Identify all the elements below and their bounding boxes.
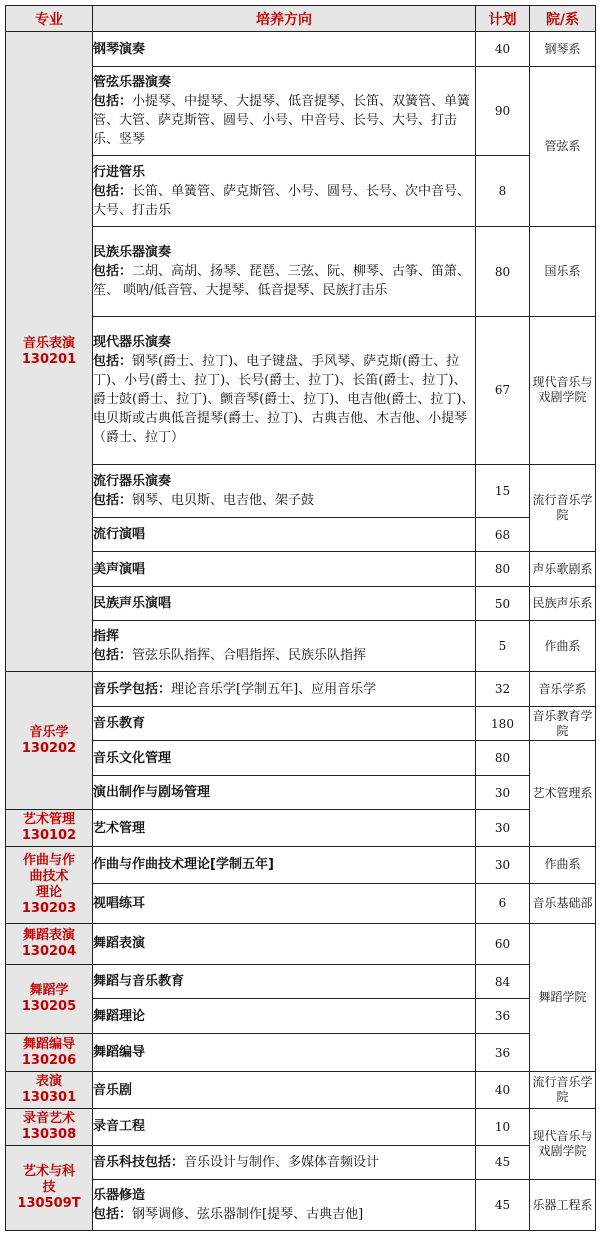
direction-name: 作曲与作曲技术理论[学制五年] [93,857,274,873]
plan-cell: 45 [476,1180,530,1231]
major-name: 录音艺术 [22,1110,75,1126]
includes-text: 小提琴、中提琴、大提琴、低音提琴、长笛、双簧管、单簧管、大管、萨克斯管、圆号、小号、中音号、长号、大号、打击乐、竖琴 [93,94,471,148]
direction-name: 美声演唱 [93,561,146,577]
header-row [6,6,596,32]
plan-cell: 15 [476,465,530,518]
includes-label: 包括： [93,648,133,664]
header-dept: 院/系 [530,6,596,32]
major-code: 130206 [21,1052,77,1068]
major-cell [6,846,93,923]
plan-cell: 10 [476,1108,530,1145]
table-row [6,1145,596,1180]
plan-cell: 68 [476,517,530,552]
direction-cell [93,621,476,672]
direction-includes [93,646,475,665]
direction-cell [93,465,476,518]
plan-cell: 6 [476,883,530,924]
direction-cell [93,964,476,999]
table-row [6,32,596,67]
major-cell [6,964,93,1033]
direction-cell [93,1108,476,1145]
major-cell [6,1033,93,1072]
table-row [6,924,596,965]
plan-cell: 40 [476,32,530,67]
dept-cell: 国乐系 [530,227,596,316]
major-name: 艺术管理 [22,812,75,828]
direction-name: 舞蹈表演 [93,936,146,952]
plan-cell: 45 [476,1145,530,1180]
plan-cell: 36 [476,1033,530,1072]
table-row [6,1072,596,1109]
direction-cell [93,775,476,810]
major-name-line2: 技 [42,1179,56,1195]
direction-name: 指挥 [93,629,120,645]
direction-includes [93,92,475,149]
dept-cell: 钢琴系 [530,32,596,67]
dept-cell: 声乐歌剧系 [530,552,596,587]
plan-cell: 84 [476,964,530,999]
dept-cell: 音乐教育学院 [530,706,596,741]
direction-name: 音乐文化管理 [93,750,172,766]
direction-name: 音乐教育 [93,716,146,732]
dept-cell: 乐器工程系 [530,1180,596,1231]
dept-cell: 民族声乐系 [530,586,596,621]
major-cell [6,924,93,965]
includes-label: 包括： [93,183,133,199]
direction-name: 音乐剧 [93,1082,133,1098]
plan-cell: 60 [476,924,530,965]
direction-name: 舞蹈与音乐教育 [93,974,185,990]
table-row [6,586,596,621]
direction-name: 舞蹈编导 [93,1045,146,1061]
table-row [6,706,596,741]
dept-cell: 流行音乐学院 [530,465,596,552]
includes-text: 钢琴调修、弦乐器制作[提琴、古典吉他] [132,1207,364,1223]
direction-name: 行进管乐 [93,164,146,180]
direction-name: 录音工程 [93,1119,146,1135]
direction-cell [93,1145,476,1180]
direction-cell [93,586,476,621]
major-name-line1: 作曲与作 [22,853,75,869]
major-name: 舞蹈编导 [22,1036,75,1052]
plan-cell: 30 [476,846,530,883]
plan-cell: 36 [476,999,530,1034]
direction-name: 民族乐器演奏 [93,245,172,261]
direction-includes [93,262,475,300]
includes-text: 理论音乐学[学制五年]、应用音乐学 [171,681,377,697]
direction-includes [93,680,475,699]
direction-cell [93,1033,476,1072]
direction-name: 演出制作与剧场管理 [93,785,211,801]
table-row [6,672,596,707]
includes-text: 长笛、单簧管、萨克斯管、小号、圆号、长号、次中音号、大号、打击乐 [93,183,471,218]
major-code: 130301 [21,1090,77,1106]
table-row [6,741,596,776]
major-code: 130102 [21,828,77,844]
table-row [6,156,596,227]
table-row [6,621,596,672]
major-cell [6,1108,93,1145]
dept-cell: 舞蹈学院 [530,924,596,1072]
direction-cell [93,1072,476,1109]
table-row [6,810,596,847]
major-code: 130202 [21,740,77,756]
table-row [6,1180,596,1231]
table-row [6,999,596,1034]
includes-label: 包括： [93,1207,133,1223]
dept-cell: 音乐学系 [530,672,596,707]
plan-cell: 32 [476,672,530,707]
direction-name: 管弦乐器演奏 [93,75,172,91]
includes-text: 钢琴(爵士、拉丁)、电子键盘、手风琴、萨克斯(爵士、拉丁)、小号(爵士、拉丁)、长号(爵士、拉丁)、长笛(爵士、拉丁)、爵士鼓(爵士、拉丁)、颤音琴(爵士、拉丁)、电吉他(爵士、拉丁)、电贝斯或古典低音提琴(爵士、拉丁)、古典吉他、木吉他、小提琴（爵士、拉丁） [93,354,475,446]
direction-cell [93,1180,476,1231]
major-name: 舞蹈学 [29,982,69,998]
table-row [6,227,596,316]
plan-cell: 30 [476,775,530,810]
major-cell [6,810,93,847]
includes-label: 包括： [93,94,133,110]
major-code: 130203 [21,901,77,917]
direction-includes [93,1153,475,1172]
includes-text: 钢琴、电贝斯、电吉他、架子鼓 [132,492,315,508]
dept-cell: 作曲系 [530,621,596,672]
table-row [6,775,596,810]
direction-name: 视唱练耳 [93,895,146,911]
major-code: 130205 [21,998,77,1014]
table-row [6,883,596,924]
major-code: 130308 [21,1126,77,1142]
direction-name: 流行器乐演奏 [93,473,172,489]
includes-label: 包括： [93,492,133,508]
major-cell [6,672,93,810]
dept-cell: 管弦系 [530,66,596,226]
table-row [6,1033,596,1072]
major-name: 音乐学 [29,724,69,740]
plan-cell: 180 [476,706,530,741]
major-code: 130509T [17,1195,81,1211]
dept-cell: 艺术管理系 [530,741,596,847]
direction-cell [93,846,476,883]
direction-includes [93,1205,475,1224]
plan-cell: 40 [476,1072,530,1109]
direction-cell [93,999,476,1034]
direction-cell [93,517,476,552]
plan-cell: 90 [476,66,530,155]
table-row [6,66,596,155]
direction-name: 流行演唱 [93,527,146,543]
table-row [6,846,596,883]
direction-cell [93,883,476,924]
direction-cell [93,810,476,847]
direction-cell [93,316,476,464]
direction-name: 乐器修造 [93,1188,146,1204]
dept-cell: 现代音乐与戏剧学院 [530,316,596,464]
plan-cell: 30 [476,810,530,847]
enrollment-plan-table [5,5,596,1231]
major-cell [6,1072,93,1109]
plan-cell: 80 [476,227,530,316]
major-name: 音乐表演 [22,335,75,351]
major-name: 舞蹈表演 [22,927,75,943]
plan-cell: 67 [476,316,530,464]
major-name-line3: 理论 [35,885,62,901]
direction-name: 现代器乐演奏 [93,335,172,351]
direction-includes [93,352,475,447]
table-row [6,316,596,464]
plan-cell: 8 [476,156,530,227]
plan-cell: 5 [476,621,530,672]
direction-name: 民族声乐演唱 [93,596,172,612]
table-row [6,1108,596,1145]
direction-cell [93,672,476,707]
major-name-line1: 艺术与科 [22,1163,75,1179]
direction-cell [93,741,476,776]
dept-cell: 音乐基础部 [530,883,596,924]
plan-cell: 50 [476,586,530,621]
plan-cell: 80 [476,741,530,776]
includes-label: 包括： [93,354,133,370]
dept-cell: 作曲系 [530,846,596,883]
major-name-line2: 曲技术 [29,869,69,885]
direction-includes [93,182,475,220]
major-code: 130204 [21,943,77,959]
direction-cell [93,32,476,67]
table-row [6,964,596,999]
direction-name: 舞蹈理论 [93,1008,146,1024]
includes-label: 音乐科技包括： [93,1154,185,1170]
direction-cell [93,924,476,965]
direction-includes [93,491,475,510]
header-plan: 计划 [476,6,530,32]
major-cell [6,1145,93,1230]
direction-cell [93,552,476,587]
plan-cell: 80 [476,552,530,587]
table-row [6,517,596,552]
header-major: 专业 [6,6,93,32]
dept-cell: 流行音乐学院 [530,1072,596,1109]
direction-name: 艺术管理 [93,820,146,836]
includes-label: 包括： [93,264,133,280]
direction-cell [93,706,476,741]
includes-label: 音乐学包括： [93,681,172,697]
direction-cell [93,156,476,227]
major-code: 130201 [21,351,77,367]
direction-name: 钢琴演奏 [93,41,146,57]
major-cell [6,32,93,672]
includes-text: 音乐设计与制作、多媒体音频设计 [184,1154,380,1170]
header-direction: 培养方向 [93,6,476,32]
direction-cell [93,227,476,316]
direction-cell [93,66,476,155]
table-row [6,465,596,518]
includes-text: 二胡、高胡、扬琴、琵琶、三弦、阮、柳琴、古筝、笛箫、笙、 唢呐/低音管、大提琴、低音提琴、民族打击乐 [93,264,471,299]
major-name: 表演 [35,1074,62,1090]
includes-text: 管弦乐队指挥、合唱指挥、民族乐队指挥 [132,648,367,664]
dept-cell: 现代音乐与戏剧学院 [530,1108,596,1179]
table-row [6,552,596,587]
